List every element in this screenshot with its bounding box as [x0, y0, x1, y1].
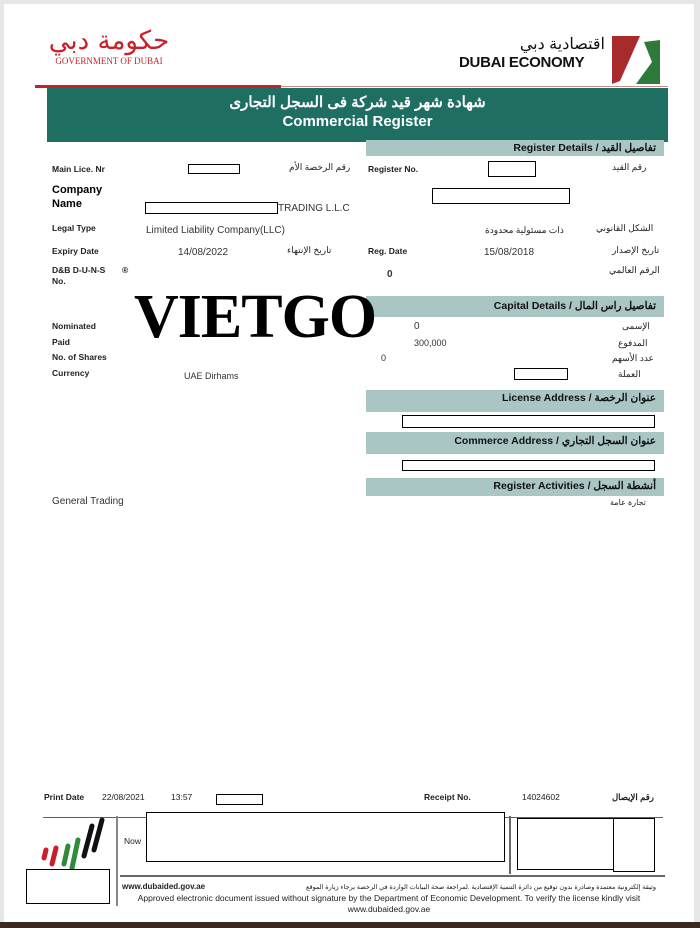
currency-value: UAE Dirhams [184, 371, 239, 381]
reg-date-label-ar: تاريخ الإصدار [612, 245, 660, 255]
footer-divider [116, 816, 118, 906]
redaction-box [517, 818, 617, 870]
government-of-dubai-logo [44, 26, 174, 66]
disclaimer-english: Approved electronic document issued without signature by the Department of Economic Development. To verify the license kindly visit www.dubaided.gov.ae [137, 893, 641, 914]
redaction-box [188, 164, 240, 174]
print-date-value: 22/08/2021 [102, 792, 145, 802]
currency-label: Currency [52, 368, 90, 378]
redaction-box [613, 818, 655, 872]
receipt-label: Receipt No. [424, 792, 471, 802]
print-date-label: Print Date [44, 792, 85, 802]
bottom-bar [0, 922, 700, 928]
disclaimer-arabic: وثيقة إلكترونية معتمدة وصادرة بدون توقيع من دائرة التنمية الإقتصادية .لمراجعة صحة البيانات الواردة في الرخصة يرجاء زيارة الموقع [306, 884, 656, 891]
expiry-date-label: Expiry Date [52, 246, 99, 256]
receipt-value: 14024602 [522, 792, 560, 802]
redaction-box [514, 368, 568, 380]
duns-value: 0 [387, 269, 393, 280]
license-address-heading: License Address / عنوان الرخصة [366, 390, 664, 412]
redaction-box [146, 812, 505, 862]
shares-value: 0 [381, 353, 387, 363]
activity-value-ar: تجارة عامة [610, 498, 646, 507]
duns-registered-mark: ® [122, 265, 129, 275]
print-time-value: 13:57 [171, 792, 193, 802]
gov-arabic: حكومة دبي [48, 26, 170, 56]
paid-value: 300,000 [414, 338, 447, 348]
commercial-register-document [4, 4, 694, 922]
duns-label: D&B D-U-N-S No. [52, 265, 106, 286]
register-no-label-ar: رقم القيد [612, 162, 647, 172]
website-link[interactable]: www.dubaided.gov.ae [122, 882, 206, 891]
legal-type-value: Limited Liability Company(LLC) [146, 225, 285, 236]
nominated-label: Nominated [52, 321, 96, 331]
redaction-box [26, 869, 110, 904]
redaction-box [402, 415, 655, 428]
shares-label: No. of Shares [52, 352, 107, 362]
register-no-label: Register No. [368, 164, 419, 174]
redaction-box [402, 460, 655, 471]
nominated-value: 0 [414, 321, 420, 332]
commerce-address-heading: Commerce Address / عنوان السجل التجاري [366, 432, 664, 454]
legal-type-label-ar: الشكل القانوني [596, 223, 654, 233]
dubai-economy-logo [459, 36, 605, 71]
company-name-label: Company Name [52, 184, 103, 210]
shares-label-ar: عدد الأسهم [612, 353, 654, 363]
now-text: Now [124, 836, 142, 846]
title-arabic: شهادة شهر قيد شركة فى السجل التجارى [229, 94, 486, 111]
redaction-box [216, 794, 263, 805]
grey-rule [281, 86, 668, 87]
de-english: DUBAI ECONOMY [459, 54, 585, 71]
de-arabic: اقتصادية دبي [519, 36, 605, 53]
expiry-date-value: 14/08/2022 [178, 247, 229, 258]
legal-type-label: Legal Type [52, 223, 96, 233]
expiry-date-label-ar: تاريخ الإنتهاء [287, 245, 332, 255]
footer-rule [120, 875, 665, 877]
main-lic-label-ar: رقم الرخصة الأم [289, 162, 351, 172]
main-lic-label: Main Lice. Nr [52, 164, 105, 174]
register-activities-heading: Register Activities / أنشطة السجل [366, 478, 664, 496]
reg-date-value: 15/08/2018 [484, 247, 535, 258]
title-english: Commercial Register [282, 113, 433, 130]
redaction-box [432, 188, 570, 204]
uae-flag-stripes-icon [38, 812, 110, 872]
paid-label-ar: المدفوع [618, 338, 648, 348]
nominated-label-ar: الإسمى [622, 321, 650, 331]
register-details-heading: Register Details / تفاصيل القيد [366, 140, 664, 156]
currency-label-ar: العملة [618, 369, 641, 379]
receipt-label-ar: رقم الإيصال [612, 792, 654, 802]
redaction-box [145, 202, 278, 214]
reg-date-label: Reg. Date [368, 246, 408, 256]
activity-value: General Trading [52, 496, 124, 507]
dubai-economy-emblem-icon [610, 36, 662, 86]
vietgo-watermark: VIETGO [134, 283, 377, 351]
gov-english: GOVERNMENT OF DUBAI [55, 56, 163, 66]
duns-label-ar: الرقم العالمي [609, 265, 660, 275]
legal-type-value-ar: ذات مسئولية محدودة [485, 225, 564, 235]
capital-details-heading: Capital Details / تفاصيل راس المال [366, 296, 664, 317]
paid-label: Paid [52, 337, 70, 347]
title-banner [47, 88, 668, 142]
redaction-box [488, 161, 536, 177]
company-name-value: TRADING L.L.C [278, 203, 350, 214]
footer-divider [509, 816, 511, 874]
